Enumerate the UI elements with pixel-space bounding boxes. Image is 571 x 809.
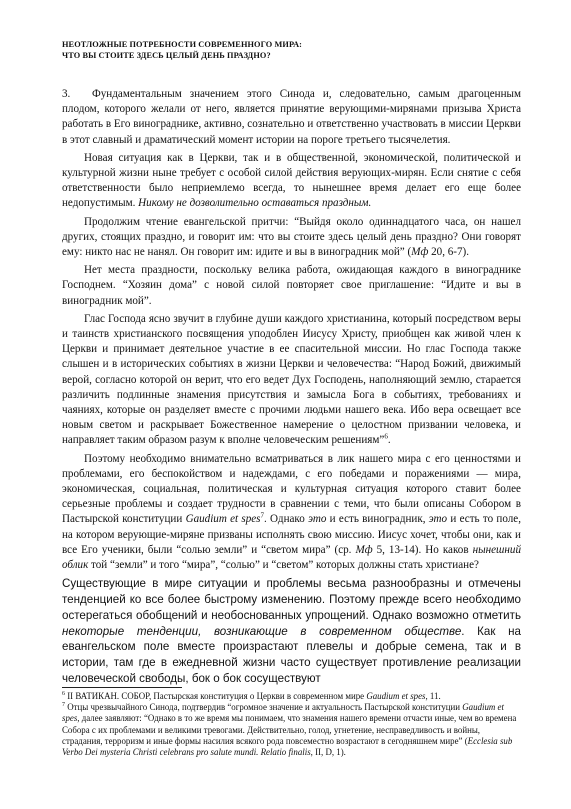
footnote-text: , далее заявляют: “Однако в то же время мы понимаем, что знамения нашего времени отчасти иные, чем во времена Собора с их проблемами и великими тревогами. Действительно, голод, угнетение, несправедливость и войны, страдания, терроризм и иные формы насилия всякого рода повсеместно возрастают в сегодняшнем мире” ( (62, 713, 517, 746)
footnotes (62, 691, 521, 758)
heading-line-1: НЕОТЛОЖНЫЕ ПОТРЕБНОСТИ СОВРЕМЕННОГО МИРА: (62, 40, 303, 49)
paragraph (62, 312, 521, 449)
footnote-separator (62, 687, 182, 688)
emphasis-text: некоторые тенденции, возникающие в современном обществе (62, 624, 462, 638)
paragraph-text: и есть то поле, на котором верующие-миряне призваны исполнять свою миссию. Иисус хочет, чтобы они, как и все Его ученики, были “солью земли” и “светом мира” (ср. (62, 513, 521, 556)
footnote-text: Отцы чрезвычайного Синода, подтвердив “огромное значение и актуальность Пастырской конституции (65, 702, 463, 713)
paragraph-text: Поэтому необходимо внимательно всматриваться в лик нашего мира с его ценностями и проблемами, его беспокойством и надеждами, с его победами и поражениями — мира, экономическая, социальная, политическая и культурная ситуация которого ставит более серьезные проблемы и создает трудности в сравнении с теми, что были описаны Собором в Пастырской конституции (62, 452, 521, 526)
paragraph-text: Новая ситуация как в Церкви, так и в общественной, экономической, политической и культурной жизни ныне требует с особой силой действия верующих-мирян. Если снятие с себя ответственности было неприемлемо всегда, то нынешнее время делает его еще более недопустимым. (62, 151, 521, 210)
footnote-6 (62, 691, 521, 702)
paragraph-3 (62, 87, 521, 148)
paragraph-text: 5, 13-14). Но каков (372, 543, 473, 556)
paragraph-text: Нет места праздности, поскольку велика работа, ожидающая каждого в винограднике Господнем. “Хозяин дома” с новой силой повторяет свое приглашение: “Идите и вы в виноградник мой”. (62, 264, 521, 307)
emphasis-text: Никому не дозволительно оставаться праздным. (138, 197, 372, 210)
footnote-number: 6 (62, 691, 65, 698)
paragraph-text: Продолжим чтение евангельской притчи: “Выйдя около одиннадцатого часа, он нашел других, стоящих праздно, и говорит им: что вы стоите здесь целый день праздно? Они говорят ему: никто нас не нанял. Он говорит им: идите и вы в виноградник мой” ( (62, 215, 521, 259)
paragraph-number: 3. (62, 88, 71, 100)
emphasis-text: нынешний облик (62, 543, 521, 572)
bible-reference: Мф (411, 246, 429, 259)
footnote-text: II ВАТИКАН. СОБОР, Пастырская конституция о Церкви в современном мире (65, 691, 367, 701)
footnote-text: , II, D, 1). (310, 747, 346, 758)
document-title: Ecclesia sub Verbo Dei mysteria Christi celebrans pro salute mundi. Relatio finalis (62, 735, 513, 758)
paragraph-tail: . (387, 434, 391, 447)
emphasis-text: это (428, 513, 448, 526)
paragraph (62, 151, 521, 212)
bible-reference: Мф (355, 543, 373, 556)
section-heading (62, 39, 302, 61)
footnote-number: 7 (62, 702, 65, 709)
heading-line-2: ЧТО ВЫ СТОИТЕ ЗДЕСЬ ЦЕЛЫЙ ДЕНЬ ПРАЗДНО? (62, 51, 271, 60)
paragraph (62, 576, 521, 687)
paragraph-text: Фундаментальным значением этого Синода и, следовательно, самым драгоценным плодом, которого желали от него, является принятие верующими-мирянами призыва Христа работать в Его винограднике, активно, сознательно и ответственно участвовать в миссии Церкви в этот славный и драматический момент истории на пороге третьего тысячелетия. (62, 88, 521, 146)
emphasis-text: это (308, 513, 327, 526)
paragraph (62, 263, 521, 309)
footnote-text: , 11. (425, 691, 441, 701)
paragraph-text: . Однако (264, 513, 309, 526)
body-text (62, 87, 521, 690)
footnote-7 (62, 702, 521, 758)
footnote-marker[interactable]: 6 (384, 432, 388, 441)
paragraph-text: и есть виноградник, (326, 513, 429, 526)
paragraph (62, 215, 521, 261)
document-title: Gaudium et spes (185, 513, 261, 526)
document-title: Gaudium et spes (366, 691, 426, 701)
paragraph-text: Существующие в мире ситуации и проблемы весьма разнообразны и отмечены тенденцией ко все более быстрому изменению. Поэтому прежде всего необходимо остерегаться обобщений и необоснованных упрощений. Однако возможно отметить (62, 577, 521, 622)
reference-numbers: 20, 6-7). (428, 246, 469, 259)
paragraph (62, 452, 521, 574)
document-title: Gaudium et spes (62, 702, 504, 724)
paragraph-text: . Как на евангельском поле вместе произрастают плевелы и добрые семена, так и в истории, там где в ежедневной жизни часто существует противление реализации человеческой свободы, бок о бок сосуществуют (62, 624, 521, 686)
paragraph-text: той “земли” и того “мира”, “солью” и “светом” которых должны стать христиане? (88, 559, 479, 572)
paragraph-text: Глас Господа ясно звучит в глубине души каждого христианина, который посредством веры и таинств христианского посвящения уподоблен Иисусу Христу, приобщен как живой член к Церкви и принимает деятельное участие в ее спасительной миссии. Но глас Господа также слышен и в исторических событиях в жизни Церкви и человечества: “Народ Божий, движимый верой, согласно которой он верит, что его ведет Дух Господень, наполняющий землю, старается различить подлинные знамения присутствия и замысла Бога в событиях, требованиях и чаяниях, которые он разделяет вместе с прочими людьми нашего века. Ибо вера освещает все новым светом и раскрывает Божественное намерение о целостном призвании человека, и направляет таким образом разум к вполне человеческим решениям” (62, 312, 521, 447)
footnote-marker[interactable]: 7 (260, 511, 265, 520)
